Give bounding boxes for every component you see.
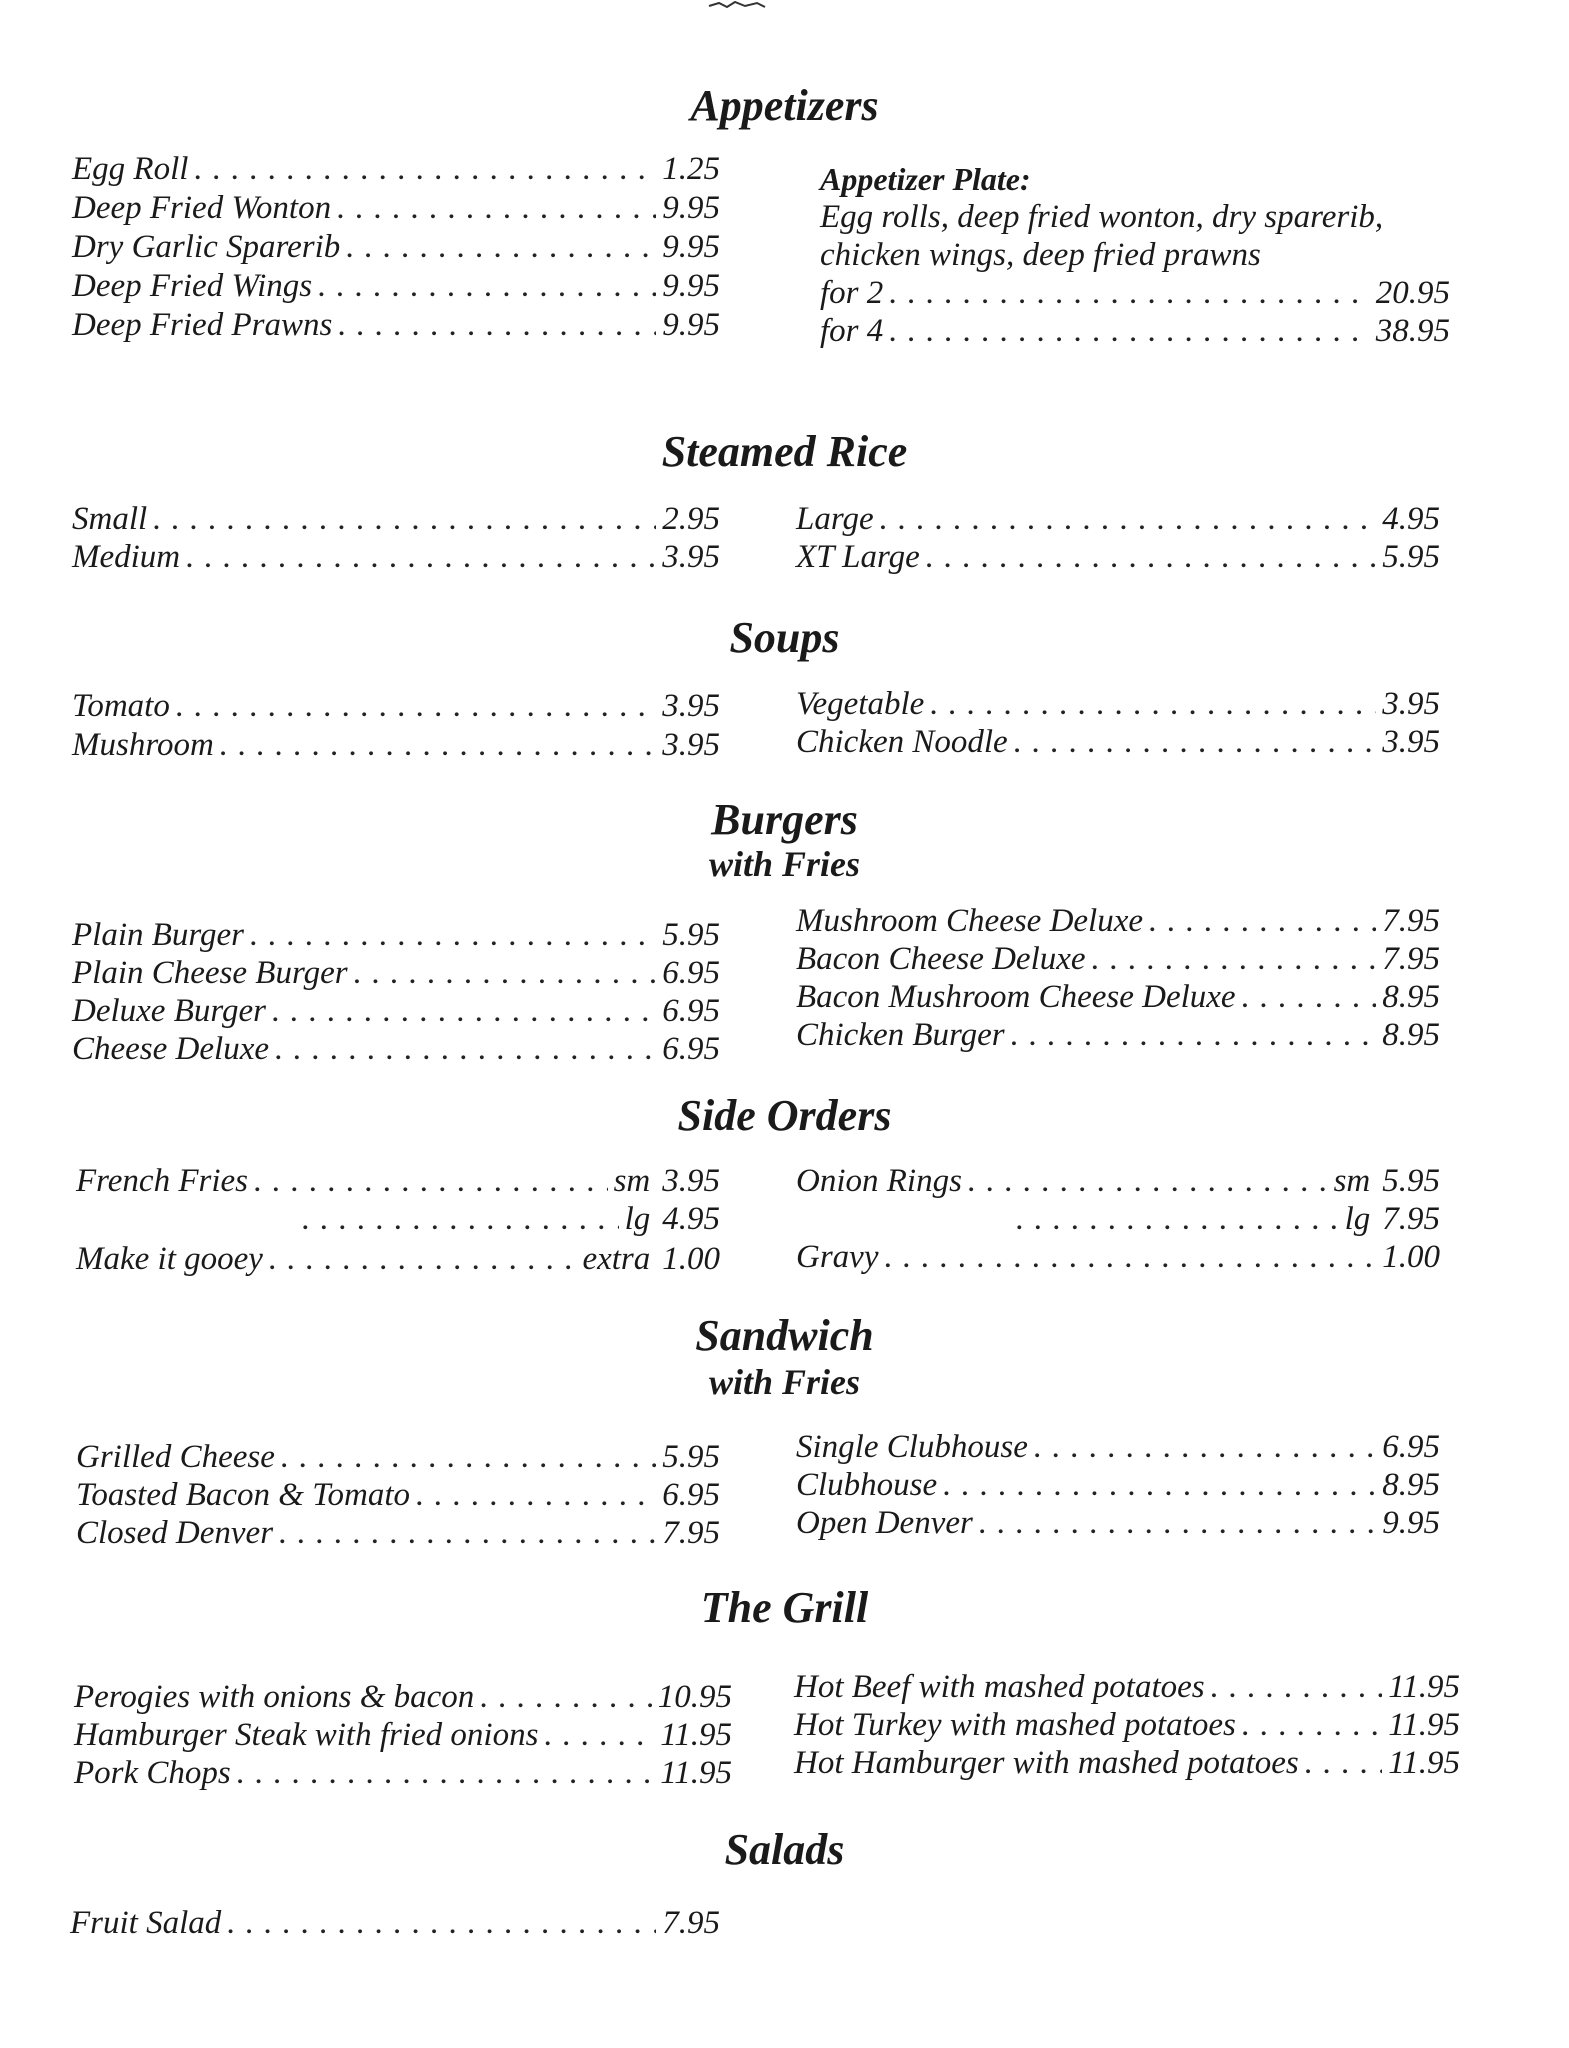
menu-item (796, 500, 1440, 538)
menu-item (796, 685, 1440, 723)
leader-dots (153, 500, 656, 538)
menu-item (72, 500, 720, 538)
leader-dots (194, 150, 656, 188)
item-name: Vegetable (796, 686, 925, 722)
menu-item (296, 1200, 720, 1238)
menu-item (796, 1162, 1440, 1200)
item-name: Deep Fried Wings (72, 268, 313, 304)
menu-item (74, 1716, 732, 1754)
menu-item (796, 723, 1440, 761)
item-name: Onion Rings (796, 1163, 962, 1199)
menu-item (72, 228, 720, 266)
menu-item (1010, 1200, 1440, 1238)
menu-item (72, 306, 720, 344)
leader-dots (281, 1438, 656, 1476)
item-price: 9.95 (662, 307, 720, 343)
leader-dots (275, 1030, 656, 1068)
leader-dots (254, 1162, 608, 1200)
leader-dots (1242, 978, 1377, 1016)
item-price: 7.95 (1382, 941, 1440, 977)
menu-item (74, 1678, 732, 1716)
item-name: Dry Garlic Sparerib (72, 229, 341, 265)
leader-dots (269, 1240, 577, 1278)
item-price: 2.95 (662, 501, 720, 537)
menu-item (72, 954, 720, 992)
item-price: 4.95 (662, 1201, 720, 1237)
menu-item (76, 1514, 720, 1552)
item-price: 3.95 (1382, 686, 1440, 722)
item-name: Large (796, 501, 874, 537)
menu-item (72, 189, 720, 227)
menu-item (794, 1668, 1460, 1706)
item-price: 11.95 (660, 1755, 732, 1791)
menu-item (820, 274, 1450, 312)
item-name: Deep Fried Prawns (72, 307, 333, 343)
item-name: Hot Hamburger with mashed potatoes (794, 1745, 1299, 1781)
menu-item (820, 312, 1450, 350)
leader-dots (544, 1716, 654, 1754)
menu-item (796, 978, 1440, 1016)
item-price: 11.95 (1388, 1669, 1460, 1705)
item-name: Hot Turkey with mashed potatoes (794, 1707, 1236, 1743)
leader-dots (943, 1466, 1376, 1504)
menu-item (72, 916, 720, 954)
leader-dots (1242, 1706, 1382, 1744)
leader-dots (346, 228, 656, 266)
leader-dots (272, 992, 656, 1030)
leader-dots (480, 1678, 651, 1716)
menu-item (76, 1476, 720, 1514)
menu-item (796, 1466, 1440, 1504)
item-name: Egg Roll (72, 151, 189, 187)
section-title-burgers: Burgers (711, 795, 858, 844)
leader-dots (884, 1238, 1376, 1276)
item-price: 6.95 (662, 993, 720, 1029)
leader-dots (889, 274, 1369, 312)
item-price: 7.95 (662, 1905, 720, 1941)
menu-item (796, 1428, 1440, 1466)
leader-dots (338, 306, 656, 344)
leader-dots (220, 726, 656, 764)
item-price: 3.95 (662, 1163, 720, 1199)
item-name: Hamburger Steak with fried onions (74, 1717, 539, 1753)
item-size: lg (1344, 1201, 1371, 1237)
section-title-appetizers: Appetizers (690, 81, 879, 130)
item-name: Pork Chops (74, 1755, 231, 1791)
menu-item (796, 538, 1440, 576)
menu-item (796, 902, 1440, 940)
leader-dots (237, 1754, 654, 1792)
menu-item (72, 687, 720, 725)
item-name: Gravy (796, 1239, 879, 1275)
item-price: 9.95 (1382, 1505, 1440, 1541)
item-name: XT Large (796, 539, 920, 575)
item-name: Chicken Noodle (796, 724, 1008, 760)
item-price: 6.95 (1382, 1429, 1440, 1465)
item-name: for 2 (820, 275, 884, 311)
item-price: 5.95 (1382, 539, 1440, 575)
menu-item (794, 1744, 1460, 1782)
item-name: Deluxe Burger (72, 993, 266, 1029)
item-price: 5.95 (662, 1439, 720, 1475)
item-price: 11.95 (660, 1717, 732, 1753)
leader-dots (354, 954, 657, 992)
leader-dots (889, 312, 1369, 350)
item-price: 6.95 (662, 1031, 720, 1067)
item-name: Cheese Deluxe (72, 1031, 269, 1067)
section-title-side-orders: Side Orders (677, 1091, 892, 1140)
item-name: Bacon Mushroom Cheese Deluxe (796, 979, 1236, 1015)
item-name: Plain Cheese Burger (72, 955, 348, 991)
menu-item (76, 1438, 720, 1476)
menu-item (72, 150, 720, 188)
item-size: sm (613, 1163, 651, 1199)
section-subtitle-sandwich: with Fries (708, 1362, 861, 1402)
item-name: Mushroom Cheese Deluxe (796, 903, 1144, 939)
item-price: 3.95 (1382, 724, 1440, 760)
item-name: Make it gooey (76, 1241, 263, 1277)
item-price: 7.95 (662, 1515, 720, 1551)
menu-item (72, 726, 720, 764)
menu-item (72, 538, 720, 576)
item-price: 5.95 (662, 917, 720, 953)
menu-item (796, 1016, 1440, 1054)
leader-dots (880, 500, 1377, 538)
item-name: Clubhouse (796, 1467, 938, 1503)
item-name: Small (72, 501, 148, 537)
menu-item (794, 1706, 1460, 1744)
menu-item (796, 940, 1440, 978)
menu-item (796, 1238, 1440, 1276)
item-price: 6.95 (662, 955, 720, 991)
item-name: Open Denver (796, 1505, 973, 1541)
leader-dots (930, 685, 1376, 723)
item-name: Deep Fried Wonton (72, 190, 332, 226)
item-price: 1.00 (1382, 1239, 1440, 1275)
menu-item (70, 1904, 720, 1942)
leader-dots (337, 189, 656, 227)
item-price: 8.95 (1382, 979, 1440, 1015)
item-price: 9.95 (662, 229, 720, 265)
menu-item (72, 992, 720, 1030)
item-name: Fruit Salad (70, 1905, 222, 1941)
item-price: 5.95 (1382, 1163, 1440, 1199)
item-price: 7.95 (1382, 1201, 1440, 1237)
leader-dots (1034, 1428, 1376, 1466)
item-price: 8.95 (1382, 1017, 1440, 1053)
menu-item (796, 1504, 1440, 1542)
section-title-sandwich: Sandwich (695, 1311, 874, 1360)
leader-dots (1014, 723, 1377, 761)
leader-dots (1305, 1744, 1382, 1782)
leader-dots (186, 538, 656, 576)
item-name: Toasted Bacon & Tomato (76, 1477, 411, 1513)
item-name: Bacon Cheese Deluxe (796, 941, 1086, 977)
leader-dots (968, 1162, 1328, 1200)
leader-dots (1092, 940, 1377, 978)
item-price: 6.95 (662, 1477, 720, 1513)
leader-dots (1149, 902, 1376, 940)
appetizer-plate-heading: Appetizer Plate: (820, 161, 1031, 197)
section-title-salads: Salads (724, 1825, 845, 1874)
leader-dots (250, 916, 656, 954)
item-price: 10.95 (657, 1679, 732, 1715)
leader-dots (318, 267, 656, 305)
leader-dots (416, 1476, 656, 1514)
item-price: 4.95 (1382, 501, 1440, 537)
item-price: 3.95 (662, 727, 720, 763)
item-price: 3.95 (662, 539, 720, 575)
item-price: 1.00 (662, 1241, 720, 1277)
item-name: for 4 (820, 313, 884, 349)
leader-dots (979, 1504, 1376, 1542)
item-name: Plain Burger (72, 917, 245, 953)
section-subtitle-burgers: with Fries (708, 844, 861, 884)
item-price: 9.95 (662, 190, 720, 226)
menu-item (72, 267, 720, 305)
leader-dots (176, 687, 656, 725)
item-name: Hot Beef with mashed potatoes (794, 1669, 1205, 1705)
menu-item (76, 1240, 720, 1278)
leader-dots (1016, 1200, 1339, 1238)
item-name: Single Clubhouse (796, 1429, 1028, 1465)
item-name: Perogies with onions & bacon (74, 1679, 475, 1715)
menu-item (72, 1030, 720, 1068)
item-price: 1.25 (662, 151, 720, 187)
item-size: lg (624, 1201, 651, 1237)
item-name: Mushroom (72, 727, 214, 763)
item-name: Grilled Cheese (76, 1439, 275, 1475)
leader-dots (926, 538, 1376, 576)
item-name: French Fries (76, 1163, 248, 1199)
item-price: 3.95 (662, 688, 720, 724)
item-price: 11.95 (1388, 1745, 1460, 1781)
item-price: 20.95 (1375, 275, 1450, 311)
item-price: 11.95 (1388, 1707, 1460, 1743)
appetizer-plate-description: chicken wings, deep fried prawns (820, 237, 1261, 273)
item-price: 8.95 (1382, 1467, 1440, 1503)
leader-dots (1011, 1016, 1377, 1054)
item-name: Chicken Burger (796, 1017, 1005, 1053)
section-title-steamed-rice: Steamed Rice (661, 427, 908, 476)
section-title-soups: Soups (729, 613, 840, 662)
appetizer-plate-description: Egg rolls, deep fried wonton, dry sparerib, (820, 199, 1384, 235)
item-size: sm (1333, 1163, 1371, 1199)
menu-item (76, 1162, 720, 1200)
item-name: Tomato (72, 688, 170, 724)
menu-item (74, 1754, 732, 1792)
item-price: 9.95 (662, 268, 720, 304)
scan-artifact-mark (705, 0, 785, 10)
item-name: Medium (72, 539, 181, 575)
item-name: Closed Denver (76, 1515, 274, 1551)
leader-dots (1211, 1668, 1383, 1706)
item-price: 7.95 (1382, 903, 1440, 939)
leader-dots (302, 1200, 619, 1238)
leader-dots (227, 1904, 656, 1942)
item-size: extra (582, 1241, 651, 1277)
section-title-the-grill: The Grill (700, 1583, 869, 1632)
leader-dots (279, 1514, 656, 1552)
item-price: 38.95 (1375, 313, 1450, 349)
